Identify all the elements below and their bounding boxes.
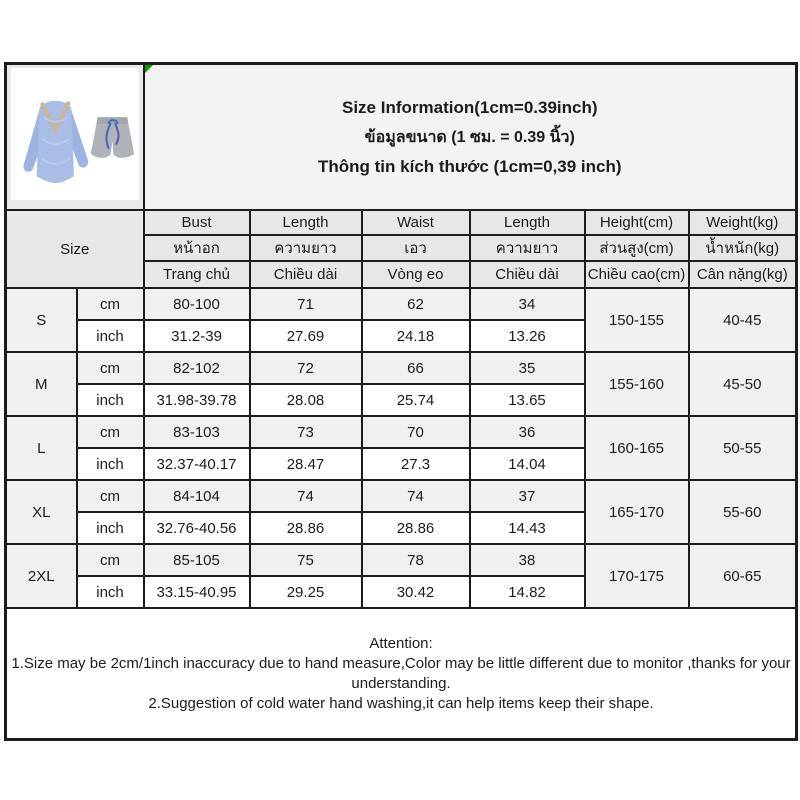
title-cell bbox=[144, 64, 797, 211]
value-cell: 27.69 bbox=[250, 320, 362, 352]
col-weight-vi: Cân nặng(kg) bbox=[689, 261, 797, 288]
col-length-vi: Chiều dài bbox=[250, 261, 362, 288]
value-cell: 71 bbox=[250, 288, 362, 320]
title-vietnamese: Thông tin kích thước (1cm=0,39 inch) bbox=[318, 156, 622, 176]
col-bust-vi: Trang chủ bbox=[144, 261, 250, 288]
size-cell: XL bbox=[6, 480, 77, 544]
value-cell: 62 bbox=[362, 288, 470, 320]
col-weight-en: Weight(kg) bbox=[689, 210, 797, 235]
attention-heading: Attention: bbox=[369, 634, 433, 652]
size-cell: L bbox=[6, 416, 77, 480]
value-cell: 75 bbox=[250, 544, 362, 576]
value-cell: 29.25 bbox=[250, 576, 362, 608]
col-waist-en: Waist bbox=[362, 210, 470, 235]
value-cell: 66 bbox=[362, 352, 470, 384]
value-cell: 32.76-40.56 bbox=[144, 512, 250, 544]
value-cell: 14.04 bbox=[470, 448, 585, 480]
value-cell: 34 bbox=[470, 288, 585, 320]
unit-cell: inch bbox=[77, 384, 144, 416]
title-thai: ข้อมูลขนาด (1 ซม. = 0.39 นิ้ว) bbox=[364, 128, 575, 146]
unit-cell: cm bbox=[77, 480, 144, 512]
value-cell: 27.3 bbox=[362, 448, 470, 480]
unit-cell: cm bbox=[77, 544, 144, 576]
value-cell: 24.18 bbox=[362, 320, 470, 352]
value-cell: 33.15-40.95 bbox=[144, 576, 250, 608]
value-cell: 32.37-40.17 bbox=[144, 448, 250, 480]
table-row-xl-cm bbox=[6, 480, 797, 512]
title-english: Size Information(1cm=0.39inch) bbox=[341, 97, 598, 117]
value-cell: 28.86 bbox=[362, 512, 470, 544]
unit-cell: cm bbox=[77, 288, 144, 320]
height-cell: 165-170 bbox=[585, 480, 689, 544]
col-weight-th: น้ำหนัก(kg) bbox=[689, 235, 797, 261]
value-cell: 14.82 bbox=[470, 576, 585, 608]
col-length2-en: Length bbox=[470, 210, 585, 235]
col-length-th: ความยาว bbox=[250, 235, 362, 261]
blue-top-icon bbox=[23, 101, 88, 183]
value-cell: 30.42 bbox=[362, 576, 470, 608]
value-cell: 74 bbox=[250, 480, 362, 512]
value-cell: 83-103 bbox=[144, 416, 250, 448]
unit-cell: inch bbox=[77, 576, 144, 608]
table-row-2xl-cm bbox=[6, 544, 797, 576]
col-height-th: ส่วนสูง(cm) bbox=[585, 235, 689, 261]
attention-box bbox=[6, 608, 797, 740]
product-photo bbox=[11, 68, 139, 200]
value-cell: 78 bbox=[362, 544, 470, 576]
weight-cell: 45-50 bbox=[689, 352, 797, 416]
col-length2-th: ความยาว bbox=[470, 235, 585, 261]
attention-note-1: 1.Size may be 2cm/1inch inaccuracy due to hand measure,Color may be little different due to monitor ,thanks for your understanding. bbox=[11, 654, 791, 692]
size-header: Size bbox=[6, 210, 144, 288]
value-cell: 37 bbox=[470, 480, 585, 512]
height-cell: 150-155 bbox=[585, 288, 689, 352]
height-cell: 170-175 bbox=[585, 544, 689, 608]
attention-note-2: 2.Suggestion of cold water hand washing,it can help items keep their shape. bbox=[148, 694, 654, 712]
value-cell: 84-104 bbox=[144, 480, 250, 512]
col-length-en: Length bbox=[250, 210, 362, 235]
value-cell: 28.47 bbox=[250, 448, 362, 480]
value-cell: 13.26 bbox=[470, 320, 585, 352]
col-height-vi: Chiều cao(cm) bbox=[585, 261, 689, 288]
product-image-cell bbox=[6, 64, 144, 211]
col-bust-en: Bust bbox=[144, 210, 250, 235]
header-row-en bbox=[6, 210, 797, 235]
value-cell: 28.08 bbox=[250, 384, 362, 416]
value-cell: 35 bbox=[470, 352, 585, 384]
height-cell: 155-160 bbox=[585, 352, 689, 416]
title-row bbox=[6, 64, 797, 211]
value-cell: 28.86 bbox=[250, 512, 362, 544]
weight-cell: 50-55 bbox=[689, 416, 797, 480]
gray-shorts-icon bbox=[91, 117, 134, 158]
value-cell: 31.2-39 bbox=[144, 320, 250, 352]
unit-cell: inch bbox=[77, 448, 144, 480]
attention-row bbox=[6, 608, 797, 740]
unit-cell: cm bbox=[77, 352, 144, 384]
value-cell: 13.65 bbox=[470, 384, 585, 416]
table-row-l-cm bbox=[6, 416, 797, 448]
green-corner-marker-icon bbox=[145, 65, 153, 73]
unit-cell: cm bbox=[77, 416, 144, 448]
value-cell: 80-100 bbox=[144, 288, 250, 320]
col-waist-vi: Vòng eo bbox=[362, 261, 470, 288]
unit-cell: inch bbox=[77, 512, 144, 544]
unit-cell: inch bbox=[77, 320, 144, 352]
value-cell: 85-105 bbox=[144, 544, 250, 576]
value-cell: 14.43 bbox=[470, 512, 585, 544]
table-row-s-cm bbox=[6, 288, 797, 320]
table-row-m-cm bbox=[6, 352, 797, 384]
weight-cell: 40-45 bbox=[689, 288, 797, 352]
size-table bbox=[4, 62, 798, 741]
size-cell: 2XL bbox=[6, 544, 77, 608]
weight-cell: 60-65 bbox=[689, 544, 797, 608]
col-bust-th: หน้าอก bbox=[144, 235, 250, 261]
size-cell: S bbox=[6, 288, 77, 352]
value-cell: 31.98-39.78 bbox=[144, 384, 250, 416]
value-cell: 72 bbox=[250, 352, 362, 384]
value-cell: 82-102 bbox=[144, 352, 250, 384]
value-cell: 25.74 bbox=[362, 384, 470, 416]
value-cell: 38 bbox=[470, 544, 585, 576]
size-cell: M bbox=[6, 352, 77, 416]
value-cell: 74 bbox=[362, 480, 470, 512]
col-waist-th: เอว bbox=[362, 235, 470, 261]
weight-cell: 55-60 bbox=[689, 480, 797, 544]
value-cell: 36 bbox=[470, 416, 585, 448]
col-length2-vi: Chiều dài bbox=[470, 261, 585, 288]
value-cell: 73 bbox=[250, 416, 362, 448]
col-height-en: Height(cm) bbox=[585, 210, 689, 235]
height-cell: 160-165 bbox=[585, 416, 689, 480]
value-cell: 70 bbox=[362, 416, 470, 448]
pajama-set-illustration bbox=[11, 68, 139, 200]
